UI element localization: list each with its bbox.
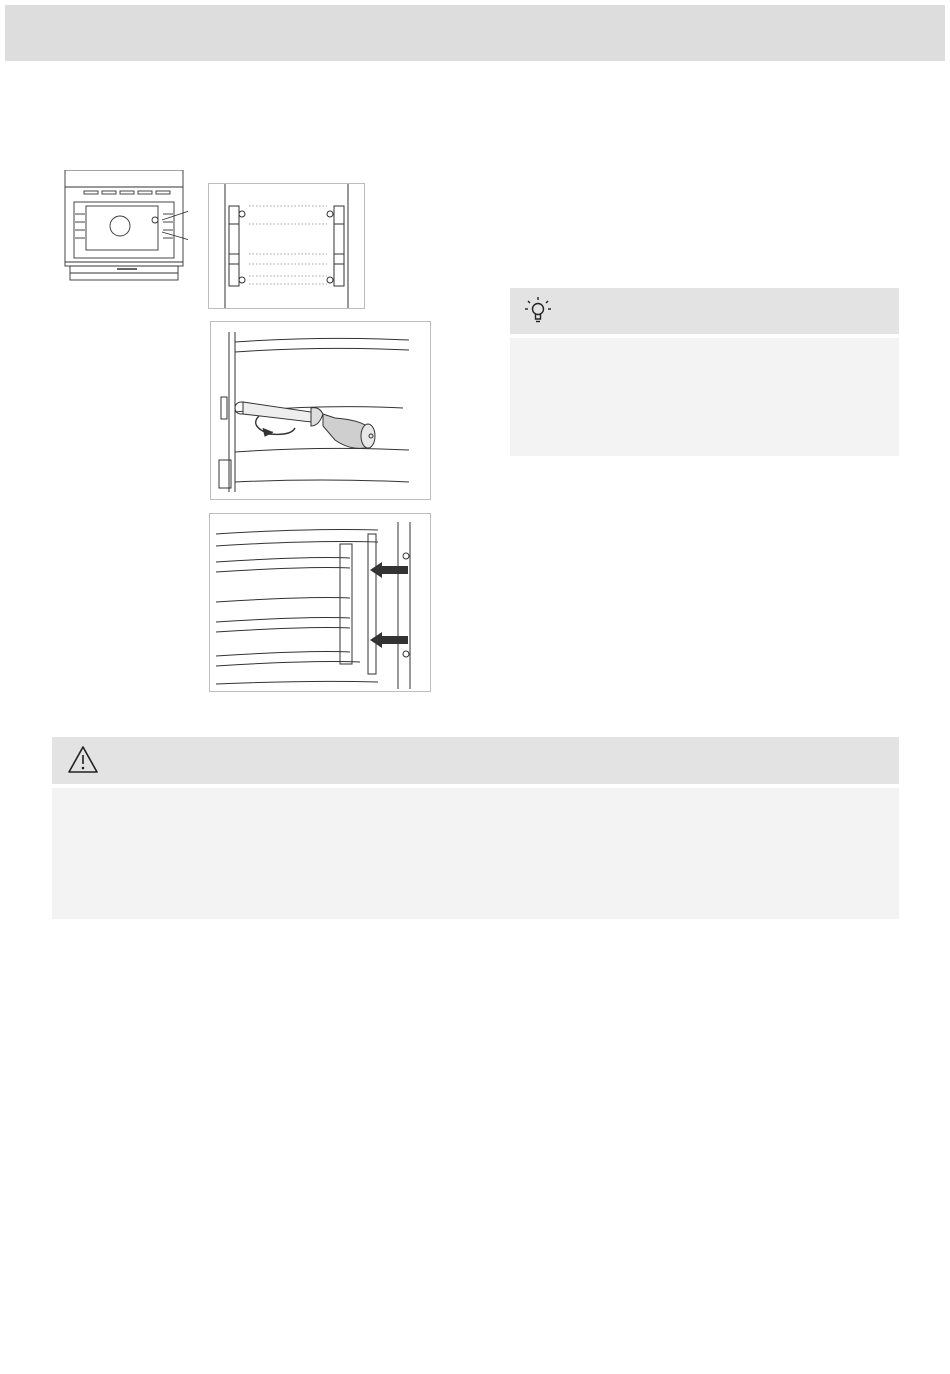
warning-header <box>52 737 899 784</box>
warning-body <box>52 788 899 919</box>
tip-body <box>510 338 899 456</box>
screw-removal-figure <box>210 321 431 500</box>
warning-triangle-icon <box>66 744 100 776</box>
shelf-support-removal-figure <box>209 513 431 692</box>
shelf-support-detail-figure <box>208 183 365 309</box>
lightbulb-icon <box>522 296 554 326</box>
page-header-bar <box>5 5 945 61</box>
oven-overview-figure <box>62 170 188 288</box>
tip-header <box>510 288 899 334</box>
